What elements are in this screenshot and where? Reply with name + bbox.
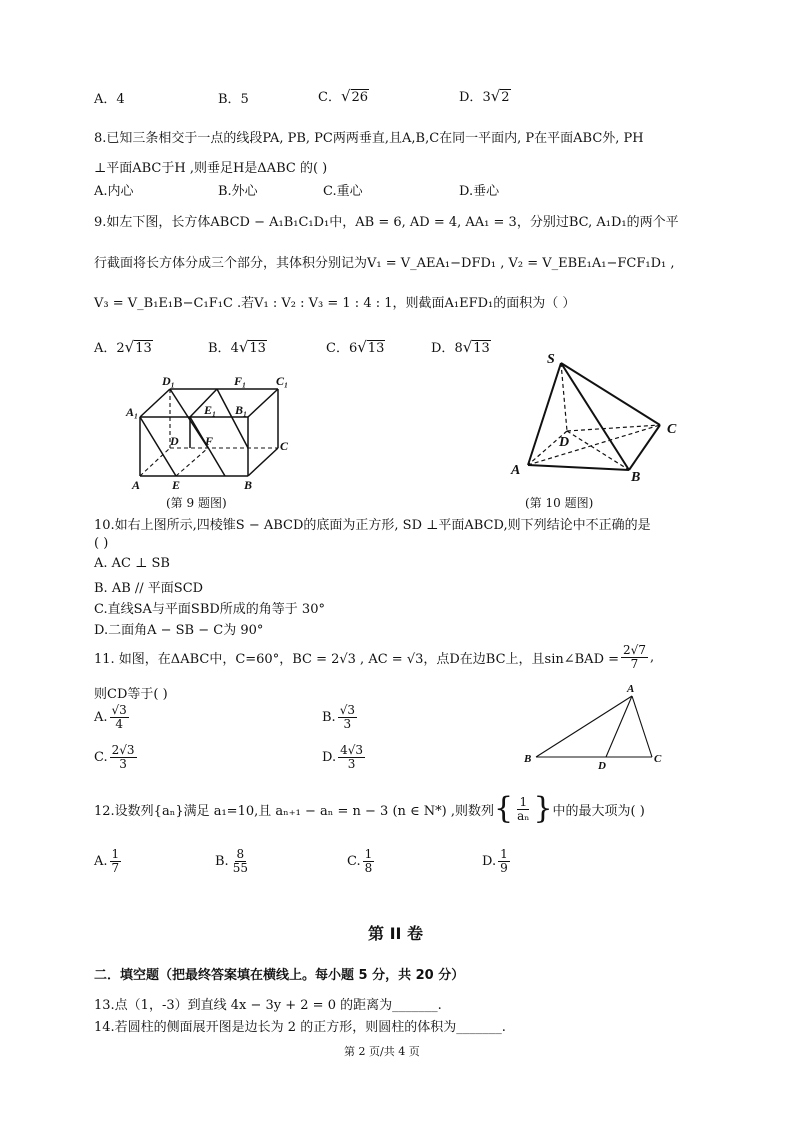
q10-stem-line1: 10.如右上图所示,四棱锥S − ABCD的底面为正方形, SD ⊥平面ABCD,则下列结论中不正确的是 [94,518,651,533]
q8-stem-line1: 8.已知三条相交于一点的线段PA, PB, PC两两垂直,且A,B,C在同一平面内, P在平面ABC外, PH [94,131,644,146]
q10-option-c: C.直线SA与平面SBD所成的角等于 30° [94,602,325,617]
q7-option-a: A．4 [94,92,125,107]
q7-option-c: C．√26 [318,87,369,105]
q10-label-c: C [667,422,677,437]
q12-option-b: B. $\frac{8}{55}$ [215,847,248,875]
q11-stem-line2: 则CD等于( ) [94,687,168,702]
q8-option-c: C.重心 [323,184,363,199]
q13-stem: 13.点（1，-3）到直线 4x − 3y + 2 = 0 的距离为_______. [94,998,442,1013]
q10-pyramid-figure [505,345,685,485]
q11-label-b: B [524,753,532,765]
q9-option-d: D．8√13 [431,338,490,356]
q10-label-b: B [631,470,641,485]
q11-option-a: A. $\frac{√3}{4}$ [94,703,127,731]
q9-label-f1: F₁ [234,374,247,388]
q9-stem-line3: V₃ = V_B₁E₁B−C₁F₁C .若V₁ : V₂ : V₃ = 1 : 4 : 1，则截面A₁EFD₁的面积为（ ） [94,296,576,311]
q9-stem-line1: 9.如左下图，长方体ABCD − A₁B₁C₁D₁中，AB = 6, AD = 4, AA₁ = 3，分别过BC, A₁D₁的两个平 [94,215,679,230]
q7-option-d: D．3√2 [459,87,510,105]
q10-option-b: B. AB // 平面SCD [94,581,204,596]
q9-cuboid-figure [120,372,300,494]
q8-option-a: A.内心 [94,184,134,199]
q10-label-s: S [547,352,555,367]
q11-option-d: D. $\frac{4√3}{3}$ [322,743,364,771]
q9-option-b: B．4√13 [208,338,266,356]
q9-label-a1: A₁ [126,405,139,419]
q7-option-b: B．5 [218,92,249,107]
q10-label-a: A [511,463,521,478]
q11-stem-line1: 11. 如图，在ΔABC中，C=60°，BC = 2√3 , AC = √3，点D在边BC上，且sin∠BAD = $\frac{2√7}{7}$ , [94,643,655,671]
q9-label-c: C [280,439,289,453]
section-title: 第 II 卷 [368,924,424,943]
q10-option-d: D.二面角A − SB − C为 90° [94,623,264,638]
q11-label-a: A [627,683,635,695]
q11-label-d: D [598,760,606,770]
q10-stem-line2: ( ) [94,536,109,551]
q9-label-a: A [132,478,141,492]
page-footer: 第 2 页/共 4 页 [344,1045,420,1058]
q9-label-f: F [205,434,214,448]
q9-option-a: A．2√13 [94,338,152,356]
q11-label-c: C [654,753,662,765]
q12-option-d: D. $\frac{1}{9}$ [482,847,508,875]
q9-label-d1: D₁ [162,374,175,388]
q12-option-c: C. $\frac{1}{8}$ [347,847,373,875]
q9-option-c: C．6√13 [326,338,385,356]
q9-label-e1: E₁ [204,403,217,417]
q10-figure-caption: (第 10 题图) [525,496,594,510]
q11-sin-fraction: $\frac{2√7}{7}$ [623,643,646,671]
q11-triangle-figure [520,680,690,770]
q9-label-e: E [172,478,181,492]
q12-option-a: A. $\frac{1}{7}$ [94,847,120,875]
q12-stem: 12.设数列{aₙ}满足 a₁=10,且 aₙ₊₁ − aₙ = n − 3 (n ∈ N*) ,则数列 { $\frac{1}{\text{aₙ}}$ } 中的最大项为( ) [94,791,645,826]
q14-stem: 14.若圆柱的侧面展开图是边长为 2 的正方形，则圆柱的体积为_______. [94,1020,506,1035]
q11-option-c: C. $\frac{2√3}{3}$ [94,743,135,771]
fill-blank-section-header: 二．填空题（把最终答案填在横线上。每小题 5 分，共 20 分） [94,968,465,983]
q10-option-a: A. AC ⊥ SB [94,556,170,571]
q9-label-d: D [170,434,179,448]
q10-label-d: D [559,435,570,450]
q8-option-b: B.外心 [218,184,258,199]
q8-option-d: D.垂心 [459,184,500,199]
q9-label-b: B [244,478,253,492]
q11-option-b: B. $\frac{√3}{3}$ [322,703,355,731]
q9-label-c1: C₁ [276,374,289,388]
q12-reciprocal-fraction: $\frac{1}{\text{aₙ}}$ [517,794,530,823]
q9-label-b1: B₁ [235,403,248,417]
q9-stem-line2: 行截面将长方体分成三个部分，其体积分别记为V₁ = V_AEA₁−DFD₁ , V₂ = V_EBE₁A₁−FCF₁D₁ , [94,256,675,271]
q9-figure-caption: (第 9 题图) [166,496,227,510]
q8-stem-line2: ⊥平面ABC于H ,则垂足H是ΔABC 的( ) [94,161,328,176]
